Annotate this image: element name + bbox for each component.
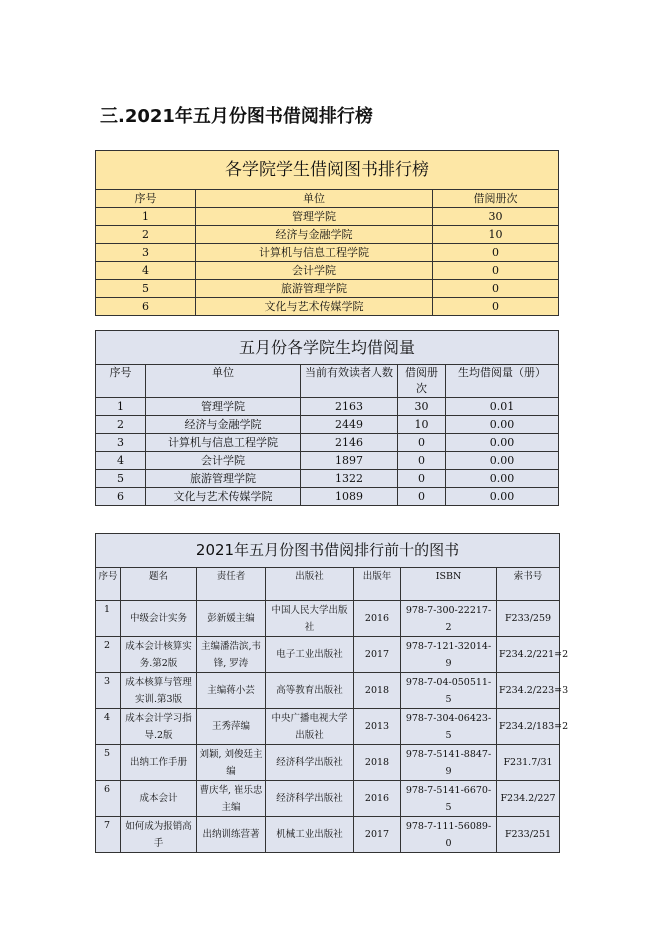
table-cell: 中国人民大学出版社 <box>266 601 354 637</box>
header-cell: 序号 <box>96 190 196 208</box>
header-cell: 序号 <box>96 365 146 398</box>
header-cell: 借阅册次 <box>433 190 559 208</box>
table-cell: 2163 <box>301 398 398 416</box>
table-cell: 2018 <box>354 673 401 709</box>
header-cell: 索书号 <box>497 568 560 601</box>
table-cell: 5 <box>96 280 196 298</box>
table-cell: 3 <box>96 244 196 262</box>
table-cell: 中央广播电视大学出版社 <box>266 709 354 745</box>
table-cell: 2146 <box>301 434 398 452</box>
table-cell: F233/251 <box>497 817 560 853</box>
table-cell: 6 <box>96 488 146 506</box>
table-row <box>96 298 559 316</box>
header-cell: 借阅册次 <box>398 365 446 398</box>
table-cell: 0.01 <box>446 398 559 416</box>
header-row <box>96 568 560 601</box>
table-cell: 1 <box>96 208 196 226</box>
table-cell: 2 <box>96 226 196 244</box>
table-cell: 2017 <box>354 817 401 853</box>
table-title: 五月份各学院生均借阅量 <box>96 331 559 365</box>
header-row <box>96 365 559 398</box>
table-cell: 2018 <box>354 745 401 781</box>
table-row <box>96 470 559 488</box>
table-cell: F233/259 <box>497 601 560 637</box>
table-row <box>96 601 560 637</box>
table-cell: 2 <box>96 637 121 673</box>
table-cell: 文化与艺术传媒学院 <box>196 298 433 316</box>
table-cell: 刘颖, 刘俊廷主编 <box>197 745 266 781</box>
table-cell: 1 <box>96 398 146 416</box>
header-cell: 题名 <box>121 568 197 601</box>
table-cell: 978-7-304-06423-5 <box>401 709 497 745</box>
table-cell: 高等教育出版社 <box>266 673 354 709</box>
table-cell: 主编蒋小芸 <box>197 673 266 709</box>
table-row <box>96 208 559 226</box>
table-row <box>96 280 559 298</box>
table-cell: 978-7-5141-8847-9 <box>401 745 497 781</box>
table-cell: 5 <box>96 470 146 488</box>
table-cell: 电子工业出版社 <box>266 637 354 673</box>
table-cell: F234.2/221=2 <box>497 637 560 673</box>
table-cell: 978-7-04-050511-5 <box>401 673 497 709</box>
table-row <box>96 416 559 434</box>
header-cell: 出版年 <box>354 568 401 601</box>
table-row <box>96 434 559 452</box>
table-cell: 7 <box>96 817 121 853</box>
table-cell: 经济与金融学院 <box>146 416 301 434</box>
table-cell: 2 <box>96 416 146 434</box>
header-row <box>96 190 559 208</box>
table-cell: 4 <box>96 452 146 470</box>
table-title: 各学院学生借阅图书排行榜 <box>96 151 559 190</box>
table-cell: 1897 <box>301 452 398 470</box>
table-cell: 经济科学出版社 <box>266 745 354 781</box>
header-cell: 生均借阅量（册） <box>446 365 559 398</box>
table-cell: F234.2/223=3 <box>497 673 560 709</box>
table-row <box>96 709 560 745</box>
table-cell: 0 <box>398 470 446 488</box>
table-cell: 王秀萍编 <box>197 709 266 745</box>
table-cell: 5 <box>96 745 121 781</box>
table-cell: 0 <box>398 488 446 506</box>
table-cell: 30 <box>398 398 446 416</box>
header-cell: ISBN <box>401 568 497 601</box>
table-cell: 经济科学出版社 <box>266 781 354 817</box>
table-cell: 30 <box>433 208 559 226</box>
table-row <box>96 488 559 506</box>
table-cell: 0 <box>433 298 559 316</box>
table-cell: 3 <box>96 434 146 452</box>
table-cell: F234.2/227 <box>497 781 560 817</box>
table-cell: 中级会计实务 <box>121 601 197 637</box>
college-borrowing-ranking-table <box>95 150 559 316</box>
table-row <box>96 781 560 817</box>
table-cell: 10 <box>398 416 446 434</box>
header-cell: 责任者 <box>197 568 266 601</box>
table-cell: 管理学院 <box>146 398 301 416</box>
table-cell: 978-7-5141-6670-5 <box>401 781 497 817</box>
top-ten-books-table <box>95 533 569 853</box>
table-cell: 文化与艺术传媒学院 <box>146 488 301 506</box>
table-cell: 0 <box>433 262 559 280</box>
table-cell: 0 <box>433 244 559 262</box>
table-cell: 主编潘浩滨,韦锋, 罗涛 <box>197 637 266 673</box>
table-cell: 978-7-121-32014-9 <box>401 637 497 673</box>
table-cell: 出纳工作手册 <box>121 745 197 781</box>
table-cell: 2449 <box>301 416 398 434</box>
table-row <box>96 452 559 470</box>
table-cell: 成本会计核算实务.第2版 <box>121 637 197 673</box>
table-cell: 6 <box>96 781 121 817</box>
table-cell: F231.7/31 <box>497 745 560 781</box>
table-cell: 0.00 <box>446 434 559 452</box>
table-cell: 出纳训练营著 <box>197 817 266 853</box>
table-cell: 2017 <box>354 637 401 673</box>
header-cell: 序号 <box>96 568 121 601</box>
table-cell: 6 <box>96 298 196 316</box>
table-cell: 管理学院 <box>196 208 433 226</box>
table-cell: 1322 <box>301 470 398 488</box>
table-row <box>96 262 559 280</box>
table-cell: 如何成为报销高手 <box>121 817 197 853</box>
table-cell: 会计学院 <box>146 452 301 470</box>
page-heading: 三.2021年五月份图书借阅排行榜 <box>100 106 373 127</box>
table-cell: F234.2/183=2 <box>497 709 560 745</box>
per-capita-borrowing-table <box>95 330 559 506</box>
table-cell: 旅游管理学院 <box>196 280 433 298</box>
table-cell: 10 <box>433 226 559 244</box>
table-row <box>96 244 559 262</box>
table-cell: 经济与金融学院 <box>196 226 433 244</box>
table-cell: 0.00 <box>446 452 559 470</box>
table-cell: 4 <box>96 262 196 280</box>
table-row <box>96 637 560 673</box>
table-cell: 978-7-111-56089-0 <box>401 817 497 853</box>
table-cell: 0.00 <box>446 470 559 488</box>
table-row <box>96 745 560 781</box>
table-cell: 成本核算与管理实训.第3版 <box>121 673 197 709</box>
table-row <box>96 673 560 709</box>
table-cell: 3 <box>96 673 121 709</box>
table-cell: 1089 <box>301 488 398 506</box>
table-cell: 0 <box>398 434 446 452</box>
table-cell: 曹庆华, 崔乐忠主编 <box>197 781 266 817</box>
table-cell: 4 <box>96 709 121 745</box>
table-cell: 1 <box>96 601 121 637</box>
table-cell: 2016 <box>354 781 401 817</box>
header-cell: 单位 <box>196 190 433 208</box>
table-cell: 旅游管理学院 <box>146 470 301 488</box>
table-cell: 978-7-300-22217-2 <box>401 601 497 637</box>
table-cell: 计算机与信息工程学院 <box>196 244 433 262</box>
table-row <box>96 226 559 244</box>
table-cell: 0 <box>433 280 559 298</box>
table-cell: 成本会计 <box>121 781 197 817</box>
table-cell: 0.00 <box>446 488 559 506</box>
table-cell: 会计学院 <box>196 262 433 280</box>
table-cell: 2013 <box>354 709 401 745</box>
header-cell: 当前有效读者人数 <box>301 365 398 398</box>
header-cell: 单位 <box>146 365 301 398</box>
table-title: 2021年五月份图书借阅排行前十的图书 <box>96 534 560 568</box>
table-row <box>96 398 559 416</box>
table-cell: 0.00 <box>446 416 559 434</box>
table-cell: 彭新媛主编 <box>197 601 266 637</box>
table-cell: 机械工业出版社 <box>266 817 354 853</box>
table-cell: 成本会计学习指导.2版 <box>121 709 197 745</box>
table-row <box>96 817 560 853</box>
table-cell: 2016 <box>354 601 401 637</box>
header-cell: 出版社 <box>266 568 354 601</box>
table-cell: 0 <box>398 452 446 470</box>
table-cell: 计算机与信息工程学院 <box>146 434 301 452</box>
